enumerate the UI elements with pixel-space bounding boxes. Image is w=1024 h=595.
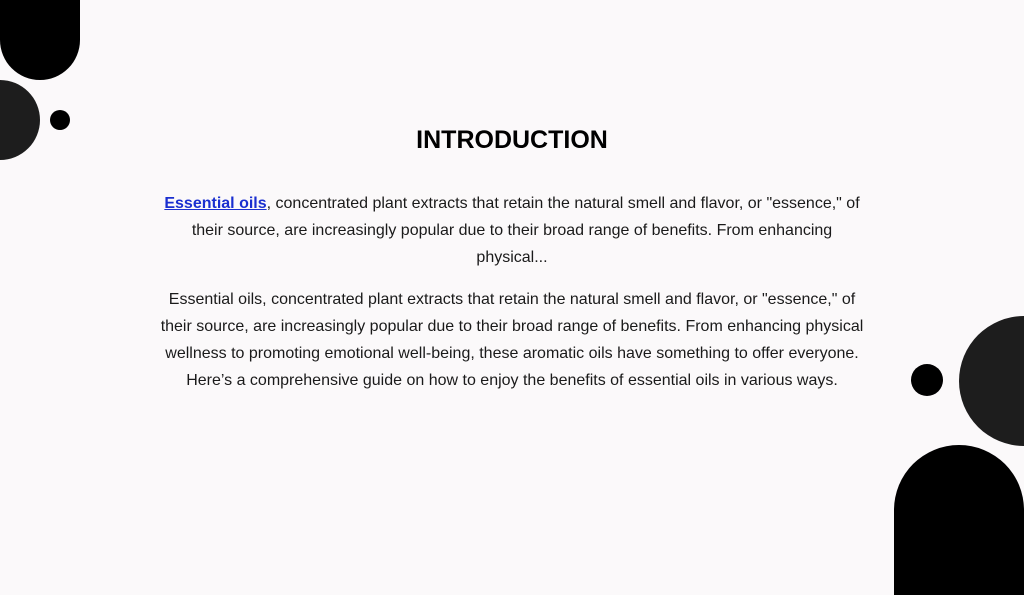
essential-oils-link[interactable]: Essential oils (164, 195, 267, 212)
decorative-half-circle-right (959, 316, 1024, 446)
body-paragraph: Essential oils, concentrated plant extracts that retain the natural smell and flavor, or "essence," of their source, are increasingly popular due to their broad range of benefits. From enhancing physical wellness to promoting emotional well-being, these aromatic oils have something to offer everyone. Here’s a comprehensive guide on how to enjoy the benefits of essential oils in various ways. (160, 291, 864, 389)
summary-paragraph (160, 190, 864, 271)
decorative-dot-right (911, 364, 943, 396)
summary-text: , concentrated plant extracts that retain the natural smell and flavor, or "essence," of their source, are increasingly popular due to their broad range of benefits. From enhancing physical... (191, 195, 860, 266)
decorative-arch-top-left (0, 0, 80, 80)
slide-title: INTRODUCTION (416, 126, 608, 154)
decorative-arch-bottom-right (894, 445, 1024, 595)
